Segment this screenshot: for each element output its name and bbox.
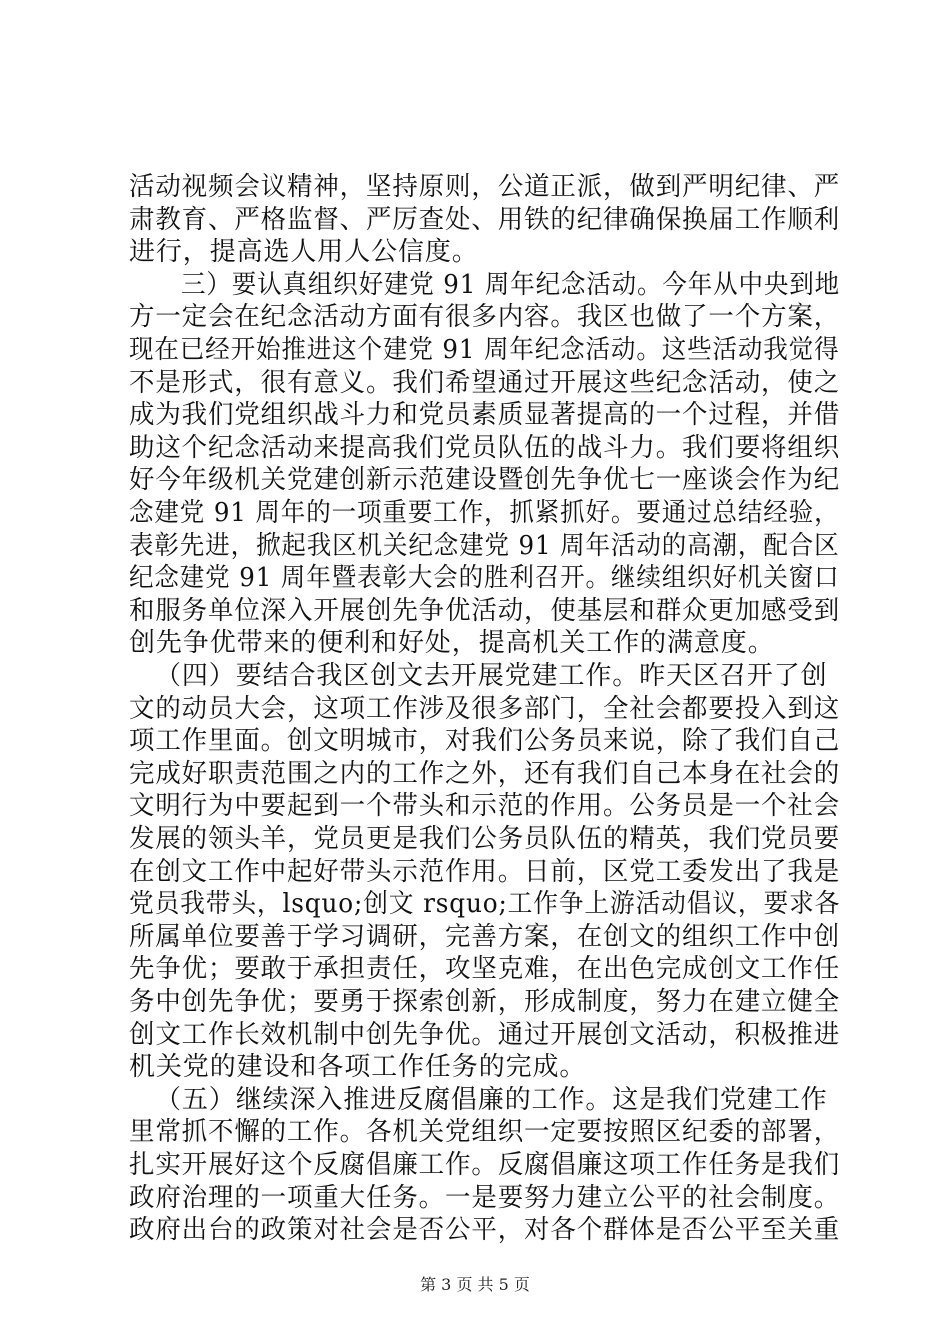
text-line: 政府出台的政策对社会是否公平，对各个群体是否公平至关重 bbox=[129, 1215, 841, 1246]
text-line: 进行，提高选人用人公信度。 bbox=[129, 237, 479, 268]
text-line: 党员我带头，lsquo;创文 rsquo;工作争上游活动倡议，要求各 bbox=[129, 889, 841, 920]
text-line: 先争优；要敢于承担责任，攻坚克难，在出色完成创文工作任 bbox=[129, 954, 841, 985]
text-line: （五）继续深入推进反腐倡廉的工作。这是我们党建工作 bbox=[155, 1084, 828, 1115]
text-line: 成为我们党组织战斗力和党员素质显著提高的一个过程，并借 bbox=[129, 400, 841, 431]
text-line: 好今年级机关党建创新示范建设暨创先争优七一座谈会作为纪 bbox=[129, 465, 841, 496]
text-line: 活动视频会议精神，坚持原则，公道正派，做到严明纪律、严 bbox=[129, 172, 841, 202]
text-line: 纪念建党 91 周年暨表彰大会的胜利召开。继续组织好机关窗口 bbox=[129, 563, 840, 594]
text-line: 机关党的建设和各项工作任务的完成。 bbox=[129, 1052, 587, 1083]
text-line: 里常抓不懈的工作。各机关党组织一定要按照区纪委的部署， bbox=[129, 1117, 841, 1148]
text-line: 创文工作长效机制中创先争优。通过开展创文活动，积极推进 bbox=[129, 1019, 841, 1050]
text-line: 三）要认真组织好建党 91 周年纪念活动。今年从中央到地 bbox=[181, 269, 840, 300]
text-line: 和服务单位深入开展创先争优活动，使基层和群众更加感受到 bbox=[129, 595, 841, 626]
text-line: 表彰先进，掀起我区机关纪念建党 91 周年活动的高潮，配合区 bbox=[129, 530, 840, 561]
text-line: 肃教育、严格监督、严厉查处、用铁的纪律确保换届工作顺利 bbox=[129, 204, 841, 235]
text-line: 发展的领头羊，党员更是我们公务员队伍的精英，我们党员要 bbox=[129, 824, 841, 854]
text-line: 政府治理的一项重大任务。一是要努力建立公平的社会制度。 bbox=[129, 1182, 841, 1213]
text-line: 所属单位要善于学习调研，完善方案，在创文的组织工作中创 bbox=[129, 921, 841, 952]
text-line: 方一定会在纪念活动方面有很多内容。我区也做了一个方案， bbox=[129, 302, 841, 333]
text-line: 文明行为中要起到一个带头和示范的作用。公务员是一个社会 bbox=[129, 791, 841, 822]
text-line: 扎实开展好这个反腐倡廉工作。反腐倡廉这项工作任务是我们 bbox=[129, 1150, 841, 1180]
text-line: 务中创先争优；要勇于探索创新，形成制度，努力在建立健全 bbox=[129, 987, 841, 1017]
page-footer: 第 3 页 共 5 页 bbox=[420, 1275, 530, 1294]
text-line: 项工作里面。创文明城市，对我们公务员来说，除了我们自己 bbox=[129, 726, 841, 757]
text-line: 念建党 91 周年的一项重要工作，抓紧抓好。要通过总结经验， bbox=[129, 498, 840, 528]
text-line: 不是形式，很有意义。我们希望通过开展这些纪念活动，使之 bbox=[129, 367, 841, 398]
text-line: 文的动员大会，这项工作涉及很多部门，全社会都要投入到这 bbox=[129, 693, 841, 724]
text-line: （四）要结合我区创文去开展党建工作。昨天区召开了创 bbox=[155, 661, 828, 691]
text-line: 在创文工作中起好带头示范作用。日前，区党工委发出了我是 bbox=[129, 856, 841, 887]
text-line: 现在已经开始推进这个建党 91 周年纪念活动。这些活动我觉得 bbox=[129, 335, 840, 365]
text-line: 助这个纪念活动来提高我们党员队伍的战斗力。我们要将组织 bbox=[129, 432, 841, 463]
text-line: 完成好职责范围之内的工作之外，还有我们自己本身在社会的 bbox=[129, 758, 841, 789]
text-line: 创先争优带来的便利和好处，提高机关工作的满意度。 bbox=[129, 628, 775, 659]
